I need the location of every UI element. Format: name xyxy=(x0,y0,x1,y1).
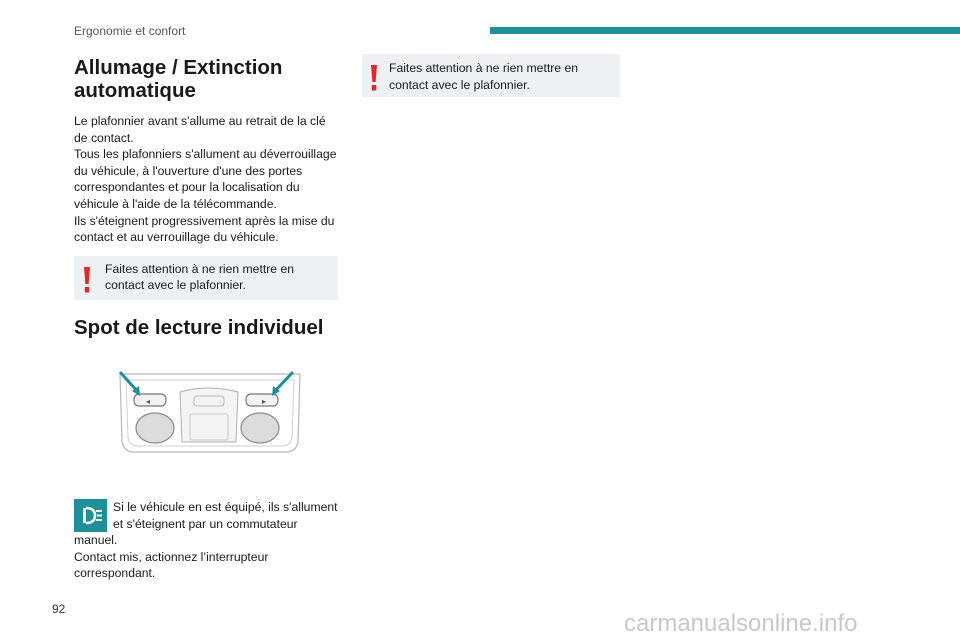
svg-text:◂: ◂ xyxy=(146,397,151,406)
warning-box: Faites attention à ne rien mettre en contact avec le plafonnier. xyxy=(74,256,338,300)
header-accent-bar xyxy=(490,27,960,34)
heading-spot-lecture: Spot de lecture individuel xyxy=(74,315,324,339)
warning-exclamation-icon xyxy=(83,267,91,293)
note-paragraph: Si le véhicule en est équipé, ils s'allument et s'éteignent par un commutateur manuel. Contact mis, actionnez l’interrupteur correspondant. xyxy=(74,500,338,581)
warning-box-right: Faites attention à ne rien mettre en contact avec le plafonnier. xyxy=(362,54,620,97)
watermark: carmanualsonline.info xyxy=(624,610,858,637)
left-column xyxy=(74,56,342,339)
svg-text:▸: ▸ xyxy=(262,397,267,406)
body-paragraph: Le plafonnier avant s'allume au retrait de la clé de contact. Tous les plafonniers s'allument au déverrouillage du véhicule, à l'ouverture d'une des portes correspondantes et pour la localisation du véhicule à l'aide de la télécommande. Ils s'éteignent progressivement après la mise du contact et au verrouillage du véhicule. xyxy=(74,114,337,245)
section-title: Ergonomie et confort xyxy=(74,24,186,38)
warning-exclamation-icon xyxy=(370,65,378,91)
heading-allumage: Allumage / Extinction automatique xyxy=(74,56,283,102)
right-column xyxy=(362,54,620,97)
page-number: 92 xyxy=(52,602,66,616)
reading-light-illustration xyxy=(110,362,310,462)
